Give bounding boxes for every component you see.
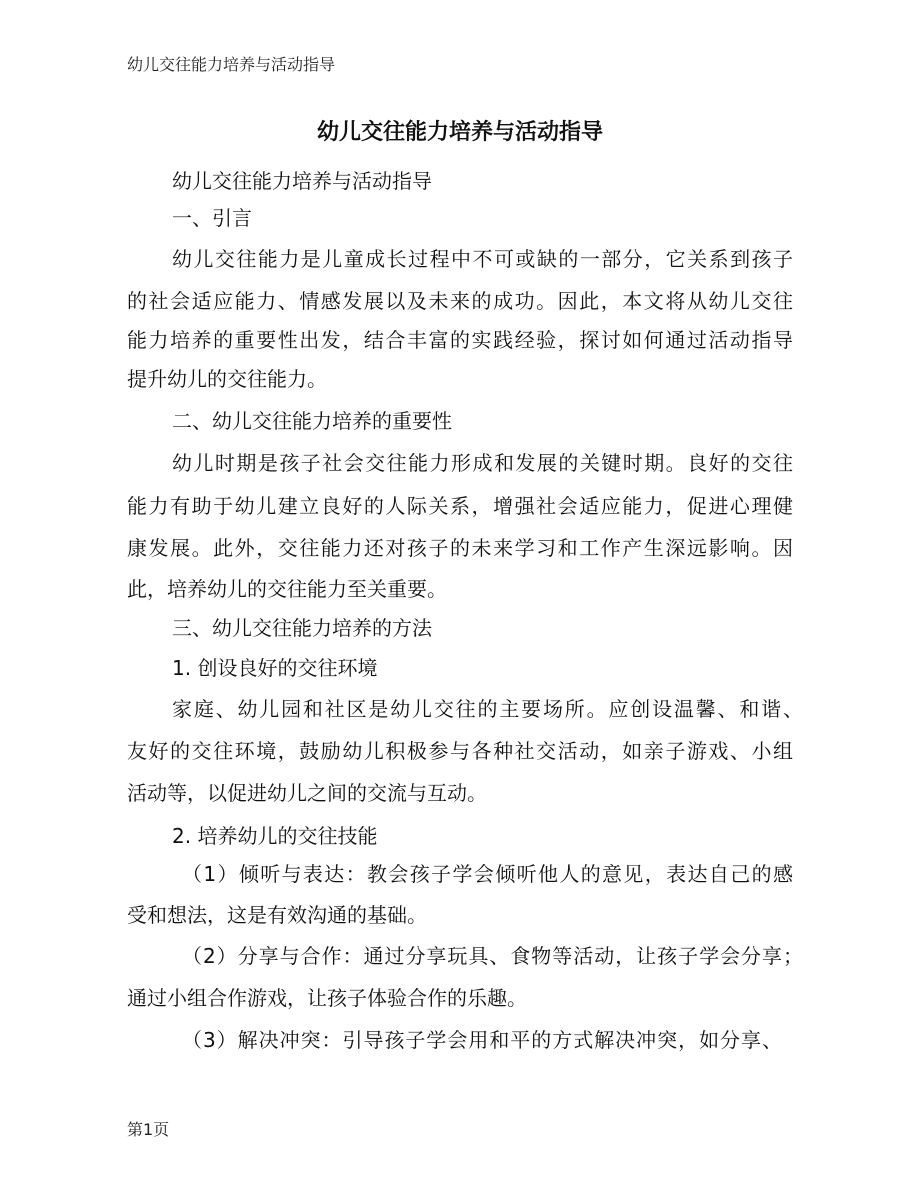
paragraph-line: 的社会适应能力、情感发展以及未来的成功。因此，本文将从幼儿交往 bbox=[127, 289, 793, 313]
paragraph-line: （3）解决冲突：引导孩子学会用和平的方式解决冲突，如分享、 bbox=[182, 1028, 782, 1052]
page-number: 第1页 bbox=[127, 1120, 170, 1139]
subsection-heading: 1. 创设良好的交往环境 bbox=[172, 656, 378, 680]
paragraph-line: 提升幼儿的交往能力。 bbox=[127, 367, 327, 391]
paragraph-line: 活动等，以促进幼儿之间的交流与互动。 bbox=[127, 781, 487, 805]
section-heading: 一、引言 bbox=[172, 206, 252, 230]
section-heading: 三、幼儿交往能力培养的方法 bbox=[172, 616, 432, 640]
paragraph-line: 受和想法，这是有效沟通的基础。 bbox=[127, 903, 427, 927]
paragraph-line: 幼儿时期是孩子社会交往能力形成和发展的关键时期。良好的交往 bbox=[172, 451, 793, 475]
paragraph-line: 能力培养的重要性出发，结合丰富的实践经验，探讨如何通过活动指导 bbox=[127, 328, 793, 352]
paragraph-line: 此，培养幼儿的交往能力至关重要。 bbox=[127, 577, 447, 601]
subsection-heading: 2. 培养幼儿的交往技能 bbox=[172, 824, 378, 848]
paragraph-line: 通过小组合作游戏，让孩子体验合作的乐趣。 bbox=[127, 986, 527, 1010]
paragraph-line: 能力有助于幼儿建立良好的人际关系，增强社会适应能力，促进心理健 bbox=[127, 494, 793, 518]
section-heading: 二、幼儿交往能力培养的重要性 bbox=[172, 409, 452, 433]
paragraph-line: （2）分享与合作：通过分享玩具、食物等活动，让孩子学会分享； bbox=[182, 944, 803, 968]
document-title: 幼儿交往能力培养与活动指导 bbox=[316, 120, 603, 145]
running-header: 幼儿交往能力培养与活动指导 bbox=[127, 55, 336, 74]
paragraph-line: （1）倾听与表达：教会孩子学会倾听他人的意见，表达自己的感 bbox=[182, 862, 793, 886]
paragraph-line: 家庭、幼儿园和社区是幼儿交往的主要场所。应创设温馨、和谐、 bbox=[172, 697, 803, 721]
paragraph-line: 友好的交往环境，鼓励幼儿积极参与各种社交活动，如亲子游戏、小组 bbox=[127, 739, 793, 763]
subtitle-line: 幼儿交往能力培养与活动指导 bbox=[172, 169, 432, 193]
paragraph-line: 幼儿交往能力是儿童成长过程中不可或缺的一部分，它关系到孩子 bbox=[172, 247, 793, 271]
paragraph-line: 康发展。此外，交往能力还对孩子的未来学习和工作产生深远影响。因 bbox=[127, 536, 793, 560]
